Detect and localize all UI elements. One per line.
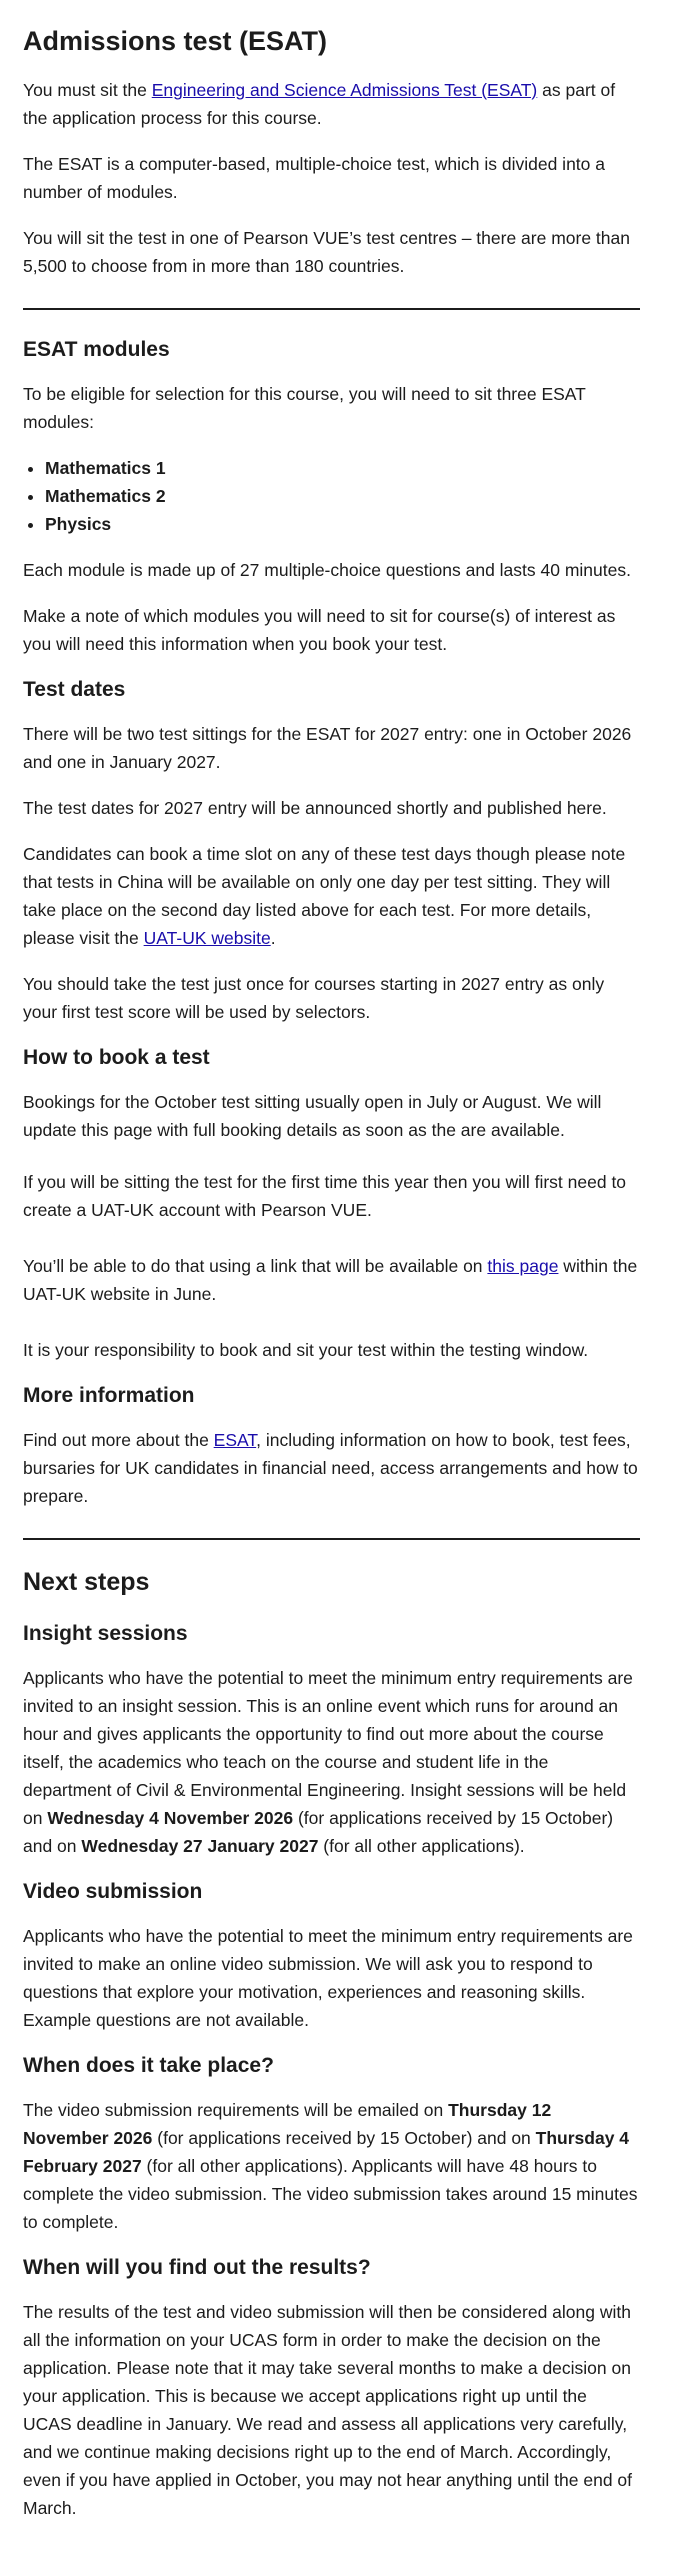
when-text-2: (for applications received by 15 October) and on [152,2128,536,2148]
more-information-section [23,1382,640,1510]
booking-section [23,1044,640,1364]
insight-date-1: Wednesday 4 November 2026 [47,1808,294,1828]
insight-text-3: (for all other applications). [318,1836,525,1856]
when-text-3: (for all other applications). Applicants will have 48 hours to complete the video submission. The video submission takes around 15 minutes to complete. [23,2156,638,2232]
when-paragraph [23,2096,640,2236]
module-note-paragraph: Make a note of which modules you will need to sit for course(s) of interest as you will need this information when you book your test. [23,606,616,654]
list-item: • Mathematics 1 [45,454,640,482]
admissions-test-heading: Admissions test (ESAT) [23,26,328,56]
test-dates-heading: Test dates [23,678,126,701]
esat-description-paragraph: The ESAT is a computer-based, multiple-choice test, which is divided into a number of modules. [23,154,605,202]
time-slot-paragraph [23,840,640,952]
list-item: • Physics [45,510,640,538]
more-info-text: Find out more about the [23,1430,214,1450]
booking-heading: How to book a test [23,1046,210,1069]
when-text: The video submission requirements will be emailed on [23,2100,449,2120]
insight-sessions-paragraph [23,1664,640,1860]
booking-open-paragraph: Bookings for the October test sitting usually open in July or August. We will update this page with full booking details as soon as the are available. [23,1092,602,1140]
more-info-text-end: , including information on how to book, test fees, bursaries for UK candidates in financial need, access arrangements and how to prepare. [23,1430,638,1506]
video-date-1: Thursday 12 November 2026 [23,2100,552,2148]
video-date-2: Thursday 4 February 2027 [23,2128,630,2176]
more-information-paragraph [23,1426,640,1510]
test-dates-section [23,676,640,1026]
esat-info-link[interactable]: ESAT [213,1430,257,1450]
responsibility-paragraph: It is your responsibility to book and sit your test within the testing window. [23,1340,589,1360]
modules-list [23,454,640,538]
results-heading: When will you find out the results? [23,2256,371,2279]
video-submission-heading: Video submission [23,1880,203,1903]
time-slot-text-end: . [270,928,276,948]
more-information-heading: More information [23,1384,195,1407]
single-sitting-paragraph: You should take the test just once for courses starting in 2027 entry as only your first test score will be used by selectors. [23,974,605,1022]
account-creation-paragraph: If you will be sitting the test for the first time this year then you will first need to create a UAT-UK account with Pearson VUE. [23,1172,627,1220]
time-slot-text: Candidates can book a time slot on any of these test days though please note that tests in China will be available on only one day per test sitting. They will take place on the second day listed above for each test. For more details, please visit the [23,844,626,948]
esat-modules-heading: ESAT modules [23,338,170,361]
video-submission-paragraph: Applicants who have the potential to meet the minimum entry requirements are invited to make an online video submission. We will ask you to respond to questions that explore your motivation, experiences and reasoning skills. Example questions are not available. [23,1926,633,2030]
account-link-paragraph [23,1252,640,1308]
insight-date-2: Wednesday 27 January 2027 [81,1836,319,1856]
admissions-intro-paragraph [23,76,640,132]
section-divider [23,1538,640,1540]
admissions-test-section [23,24,640,280]
module-format-paragraph: Each module is made up of 27 multiple-choice questions and lasts 40 minutes. [23,560,631,580]
test-sittings-paragraph: There will be two test sittings for the ESAT for 2027 entry: one in October 2026 and one in January 2027. [23,724,632,772]
results-paragraph: The results of the test and video submission will then be considered along with all the information on your UCAS form in order to make the decision on the application. Please note that it may take several months to make a decision on your application. This is because we accept applications right up until the UCAS deadline in January. We read and assess all applications very carefully, and we continue making decisions right up to the end of March. Accordingly, even if you have applied in October, you may not hear anything until the end of March. [23,2302,633,2518]
next-steps-section [23,1566,640,2522]
section-divider [23,308,640,310]
this-page-link[interactable]: this page [487,1256,559,1276]
admissions-intro-text: You must sit the [23,80,152,100]
modules-intro-paragraph: To be eligible for selection for this course, you will need to sit three ESAT modules: [23,384,586,432]
account-link-text-end: within the UAT-UK website in June. [23,1256,638,1304]
esat-modules-section [23,336,640,658]
esat-link[interactable]: Engineering and Science Admissions Test (ESAT) [151,80,538,100]
test-centres-paragraph: You will sit the test in one of Pearson VUE’s test centres – there are more than 5,500 to choose from in more than 180 countries. [23,228,630,276]
insight-text: Applicants who have the potential to meet the minimum entry requirements are invited to an insight session. This is an online event which runs for around an hour and gives applicants the opportunity to find out more about the course itself, the academics who teach on the course and student life in the department of Civil & Environmental Engineering. Insight sessions will be held on [23,1668,633,1828]
account-link-text: You’ll be able to do that using a link that will be available on [23,1256,488,1276]
uat-uk-website-link[interactable]: UAT-UK website [143,928,271,948]
next-steps-heading: Next steps [23,1568,150,1596]
insight-text-2: (for applications received by 15 October) and on [23,1808,614,1856]
list-item: • Mathematics 2 [45,482,640,510]
test-dates-announcement-paragraph: The test dates for 2027 entry will be announced shortly and published here. [23,798,607,818]
when-heading: When does it take place? [23,2054,274,2077]
insight-sessions-heading: Insight sessions [23,1622,188,1645]
admissions-intro-text-end: as part of the application process for this course. [23,80,616,128]
